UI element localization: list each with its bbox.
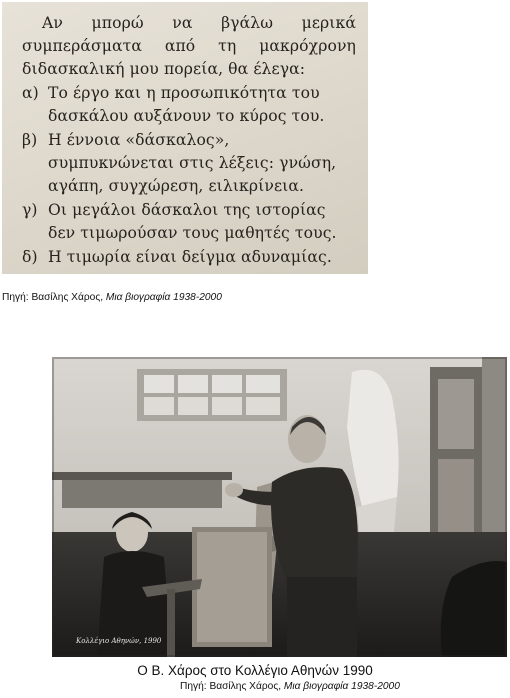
photo-illustration bbox=[52, 357, 507, 657]
conclusions-list bbox=[22, 82, 356, 269]
photo-source-caption bbox=[180, 681, 400, 692]
source-label: Πηγή: Βασίλης Χάρος, bbox=[2, 292, 104, 303]
book-page-photo bbox=[2, 2, 368, 274]
list-item bbox=[22, 82, 356, 128]
list-item bbox=[22, 199, 356, 245]
source-work-title: Μια βιογραφία 1938-2000 bbox=[283, 681, 400, 692]
photo-inner-caption: Κολλέγιο Αθηνών, 1990 bbox=[76, 637, 162, 645]
list-item bbox=[22, 129, 356, 198]
list-marker: α) bbox=[22, 84, 39, 102]
source-work-title: Μια βιογραφία 1938-2000 bbox=[105, 292, 222, 303]
source-label: Πηγή: Βασίλης Χάρος, bbox=[180, 681, 282, 692]
source-caption bbox=[2, 292, 222, 303]
list-item-text: Η έννοια «δάσκαλος», συμπυκνώνεται στις λέξεις: γνώση, αγάπη, συγχώρεση, ειλικρίνεια. bbox=[48, 131, 337, 195]
list-marker: β) bbox=[22, 131, 38, 149]
classroom-photo bbox=[52, 357, 507, 657]
list-marker: δ) bbox=[22, 248, 38, 266]
list-item-text: Το έργο και η προσωπικότητα του δασκάλου αυξάνουν το κύρος του. bbox=[48, 84, 325, 125]
list-item bbox=[22, 246, 356, 269]
photo-caption: Ο Β. Χάρος στο Κολλέγιο Αθηνών 1990 bbox=[137, 663, 373, 678]
list-item-text: Η τιμωρία είναι δείγμα αδυναμίας. bbox=[48, 248, 332, 266]
list-item-text: Οι μεγάλοι δάσκαλοι της ιστορίας δεν τιμωρούσαν τους μαθητές τους. bbox=[48, 201, 337, 242]
list-marker: γ) bbox=[22, 201, 38, 219]
passage-intro: Αν μπορώ να βγάλω μερικά συμπεράσματα από τη μακρόχρονη διδασκαλική μου πορεία, θα έλεγα: bbox=[22, 14, 356, 78]
book-passage bbox=[22, 12, 356, 270]
